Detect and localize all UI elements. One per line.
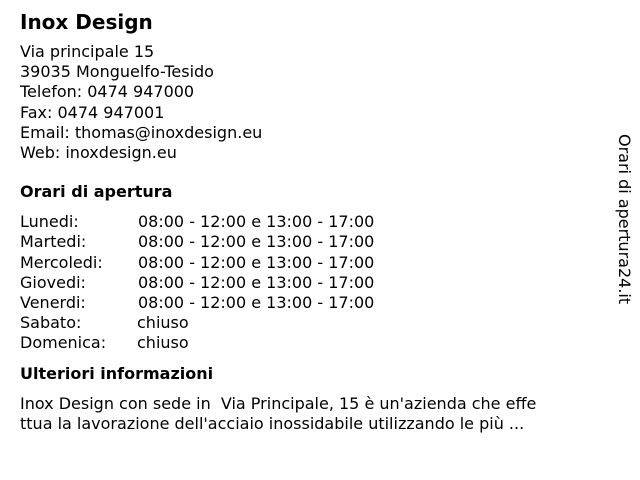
opening-hours-table bbox=[20, 212, 610, 353]
fax-line: Fax: 0474 947001 bbox=[20, 102, 165, 122]
watermark-text: Orari di apertura24.it bbox=[615, 134, 634, 305]
hours-row-sunday bbox=[20, 333, 610, 353]
opening-hours-heading: Orari di apertura bbox=[20, 182, 173, 202]
time-value: 08:00 - 12:00 e 13:00 - 17:00 bbox=[138, 292, 375, 312]
description-text bbox=[20, 394, 610, 434]
time-value: chiuso bbox=[137, 313, 189, 333]
time-value: 08:00 - 12:00 e 13:00 - 17:00 bbox=[138, 212, 375, 232]
time-value: 08:00 - 12:00 e 13:00 - 17:00 bbox=[138, 272, 375, 292]
business-name: Inox Design bbox=[20, 10, 153, 34]
time-value: chiuso bbox=[137, 333, 189, 353]
time-value: 08:00 - 12:00 e 13:00 - 17:00 bbox=[138, 232, 375, 252]
hours-row-tuesday bbox=[20, 232, 610, 252]
day-label: Venerdi: bbox=[20, 292, 86, 312]
day-label: Martedi: bbox=[20, 232, 87, 252]
hours-row-saturday bbox=[20, 313, 610, 333]
description-line-1: Inox Design con sede in Via Principale, 15 è un'azienda che effe bbox=[20, 393, 537, 413]
day-label: Lunedi: bbox=[20, 212, 79, 232]
phone-line: Telefon: 0474 947000 bbox=[20, 82, 195, 102]
more-info-heading: Ulteriori informazioni bbox=[20, 363, 214, 383]
time-value: 08:00 - 12:00 e 13:00 - 17:00 bbox=[138, 252, 375, 272]
city-line: 39035 Monguelfo-Tesido bbox=[20, 62, 214, 82]
day-label: Domenica: bbox=[20, 333, 107, 353]
description-line-2: ttua la lavorazione dell'acciaio inossidabile utilizzando le più ... bbox=[20, 413, 525, 433]
day-label: Sabato: bbox=[20, 313, 82, 333]
business-card bbox=[20, 9, 610, 434]
hours-row-monday bbox=[20, 212, 610, 232]
hours-row-thursday bbox=[20, 273, 610, 293]
day-label: Giovedi: bbox=[20, 272, 86, 292]
hours-row-friday bbox=[20, 293, 610, 313]
hours-row-wednesday bbox=[20, 253, 610, 273]
email-line: Email: thomas@inoxdesign.eu bbox=[20, 122, 263, 142]
contact-block bbox=[20, 42, 610, 163]
site-watermark bbox=[613, 134, 635, 310]
day-label: Mercoledi: bbox=[20, 252, 103, 272]
address-line: Via principale 15 bbox=[20, 42, 155, 61]
web-line: Web: inoxdesign.eu bbox=[20, 143, 177, 163]
